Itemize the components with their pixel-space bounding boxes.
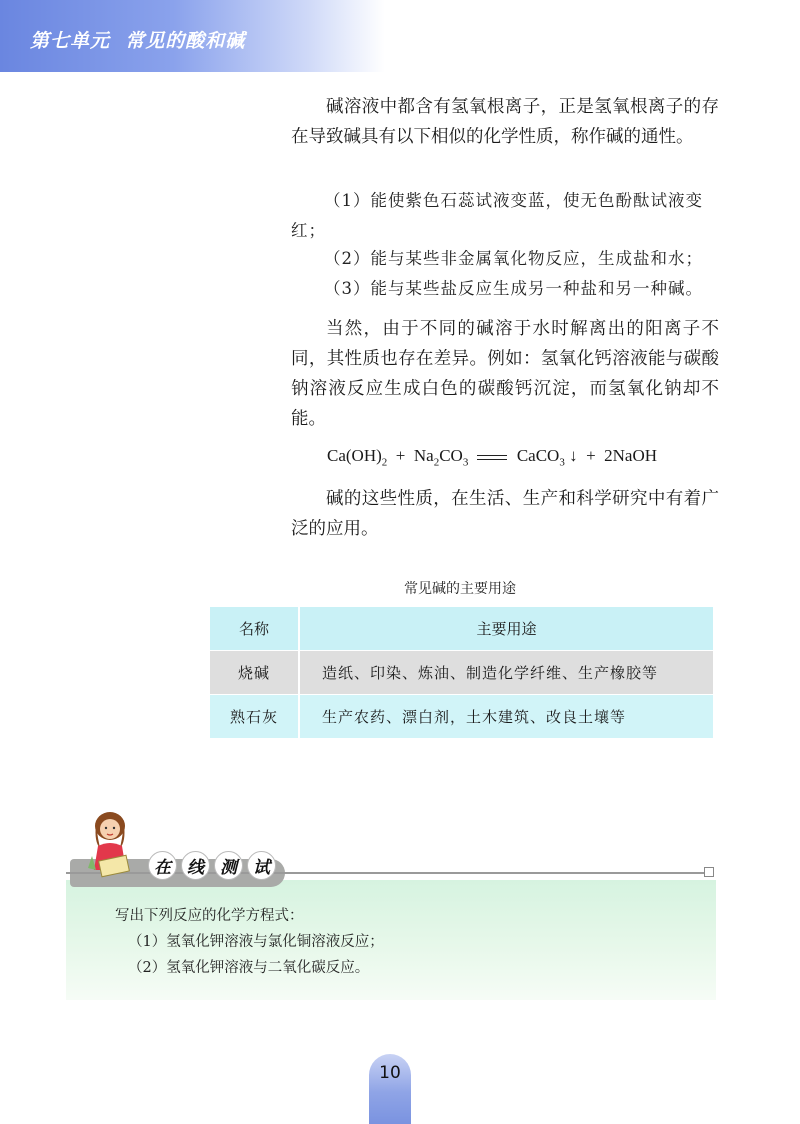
page-number: 10 xyxy=(379,1063,401,1083)
heading-char: 在 xyxy=(148,851,177,880)
table-cell-uses: 造纸、印染、炼油、制造化学纤维、生产橡胶等 xyxy=(299,651,713,695)
heading-char: 测 xyxy=(214,851,243,880)
student-girl-icon xyxy=(84,808,140,880)
property-2: （2）能与某些非金属氧化物反应，生成盐和水； xyxy=(324,249,703,268)
table-header-name: 名称 xyxy=(210,607,299,651)
table-row xyxy=(210,651,713,695)
table-header-uses: 主要用途 xyxy=(476,620,537,638)
exercise-item-1: （1）氢氧化钾溶液与氯化铜溶液反应； xyxy=(128,934,384,950)
table-cell-name: 熟石灰 xyxy=(210,695,299,739)
chapter-title: 第七单元 常见的酸和碱 xyxy=(30,30,246,52)
reactant-sodium-carbonate: $Na_2CO_3$ xyxy=(413,446,469,469)
bases-uses-table xyxy=(210,607,713,738)
difference-paragraph: 当然，由于不同的碱溶于水时解离出的阳离子不同，其性质也存在差异。例如：氢氧化钙溶液能与碳酸钠溶液反应生成白色的碳酸钙沉淀，而氢氧化钠却不能。 xyxy=(291,319,719,429)
heading-char: 线 xyxy=(181,851,210,880)
exercise-instruction: 写出下列反应的化学方程式： xyxy=(115,908,304,924)
table-caption: 常见碱的主要用途 xyxy=(404,581,516,597)
table-cell-uses: 生产农药、漂白剂，土木建筑、改良土壤等 xyxy=(299,695,713,739)
precipitate-arrow-icon: ↓ xyxy=(569,446,578,465)
online-test-heading xyxy=(148,851,276,880)
intro-paragraph: 碱溶液中都含有氢氧根离子，正是氢氧根离子的存在导致碱具有以下相似的化学性质，称作碱的通性。 xyxy=(291,97,719,147)
exercise-item-2: （2）氢氧化钾溶液与二氧化碳反应。 xyxy=(128,960,370,976)
product-sodium-hydroxide: 2NaOH xyxy=(604,446,658,465)
chemical-equation: $Ca(OH)_2 + Na_2CO_3$ CaCO$_3$ ↓ + 2NaOH xyxy=(327,446,658,469)
application-paragraph: 碱的这些性质，在生活、生产和科学研究中有着广泛的应用。 xyxy=(291,489,719,539)
heading-char: 试 xyxy=(247,851,276,880)
property-1: （1）能使紫色石蕊试液变蓝，使无色酚酞试液变红； xyxy=(291,191,703,240)
table-row xyxy=(210,695,713,739)
reactant-calcium-hydroxide: Ca(OH) xyxy=(327,446,382,465)
table-header-row xyxy=(210,607,713,651)
divider-end-square-icon xyxy=(704,867,714,877)
product-calcium-carbonate: CaCO$_3$ xyxy=(516,446,565,469)
property-3: （3）能与某些盐反应生成另一种盐和另一种碱。 xyxy=(324,279,703,298)
plus-sign: + xyxy=(586,446,596,465)
plus-sign: + xyxy=(395,446,406,465)
table-cell-name: 烧碱 xyxy=(210,651,299,695)
equals-sign xyxy=(477,455,507,460)
